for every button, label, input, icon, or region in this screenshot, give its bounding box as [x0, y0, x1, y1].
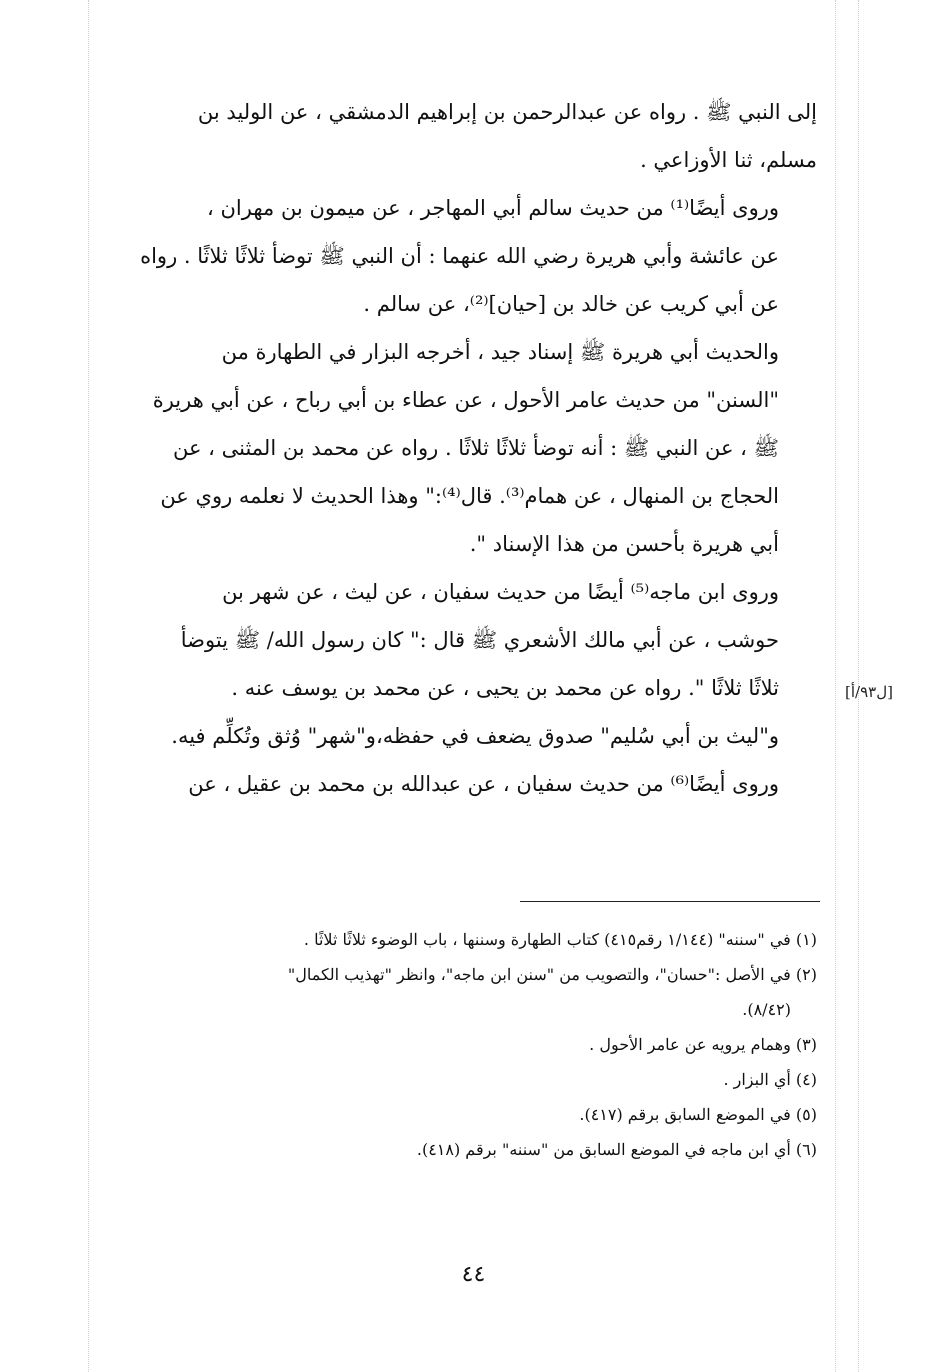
text-line: و"ليث بن أبي سُليم" صدوق يضعف في حفظه،و"شهر" وُثق وتُكلِّم فيه.: [171, 724, 779, 748]
text-line: ثلاثًا ثلاثًا ". رواه عن محمد بن يحيى ، عن محمد بن يوسف عنه .: [231, 676, 779, 700]
footnote-continuation: (٨/٤٢).: [742, 1000, 791, 1019]
text-line: مسلم، ثنا الأوزاعي .: [640, 148, 817, 172]
text-line: حوشب ، عن أبي مالك الأشعري ﷺ قال :" كان رسول الله/ ﷺ يتوضأ: [180, 628, 779, 652]
footnotes: [105, 922, 817, 1167]
footnote: (٥) في الموضع السابق برقم (٤١٧).: [579, 1105, 817, 1124]
manuscript-folio-note: [ل٩٣/أ]: [845, 683, 893, 701]
text-line: ﷺ ، عن النبي ﷺ : أنه توضأ ثلاثًا ثلاثًا . رواه عن محمد بن المثنى ، عن: [172, 436, 779, 460]
text-line: والحديث أبي هريرة ﷺ إسناد جيد ، أخرجه البزار في الطهارة من: [221, 340, 779, 364]
text-line: الحجاج بن المنهال ، عن همام⁽³⁾. قال⁽⁴⁾:" وهذا الحديث لا نعلمه روي عن: [160, 484, 779, 508]
footnote: (٦) أي ابن ماجه في الموضع السابق من "سننه" برقم (٤١٨).: [416, 1140, 817, 1159]
paragraph: [105, 328, 817, 568]
text-line: عن أبي كريب عن خالد بن [حيان]⁽²⁾، عن سالم .: [363, 292, 779, 316]
text-line: أبي هريرة بأحسن من هذا الإسناد ".: [469, 532, 779, 556]
footnote: (٢) في الأصل :"حسان"، والتصويب من "سنن ابن ماجه"، وانظر "تهذيب الكمال": [287, 965, 817, 984]
main-text: [105, 88, 817, 808]
footnote: (٤) أي البزار .: [723, 1070, 817, 1089]
page-number: ٤٤: [461, 1262, 486, 1287]
text-line: "السنن" من حديث عامر الأحول ، عن عطاء بن أبي رباح ، عن أبي هريرة: [152, 388, 779, 412]
text-line: عن عائشة وأبي هريرة رضي الله عنهما : أن النبي ﷺ توضأ ثلاثًا ثلاثًا . رواه: [140, 244, 779, 268]
scan-guide-line: [835, 0, 836, 1372]
text-line: وروى أيضًا⁽⁶⁾ من حديث سفيان ، عن عبدالله بن محمد بن عقيل ، عن: [188, 772, 779, 796]
footnote: (١) في "سننه" (١/١٤٤ رقم٤١٥) كتاب الطهارة وسننها ، باب الوضوء ثلاثًا ثلاثًا .: [303, 930, 817, 949]
paragraph: [105, 88, 817, 184]
footnote-separator: [520, 901, 820, 902]
paragraph: [105, 184, 817, 328]
text-line: وروى ابن ماجه⁽⁵⁾ أيضًا من حديث سفيان ، عن ليث ، عن شهر بن: [222, 580, 779, 604]
text-line: إلى النبي ﷺ . رواه عن عبدالرحمن بن إبراهيم الدمشقي ، عن الوليد بن: [197, 100, 817, 124]
paragraph: [105, 568, 817, 712]
scan-guide-line: [88, 0, 89, 1372]
text-line: وروى أيضًا⁽¹⁾ من حديث سالم أبي المهاجر ، عن ميمون بن مهران ،: [207, 196, 779, 220]
footnote: (٣) وهمام يرويه عن عامر الأحول .: [589, 1035, 817, 1054]
paragraph: [105, 712, 817, 760]
paragraph: [105, 760, 817, 808]
